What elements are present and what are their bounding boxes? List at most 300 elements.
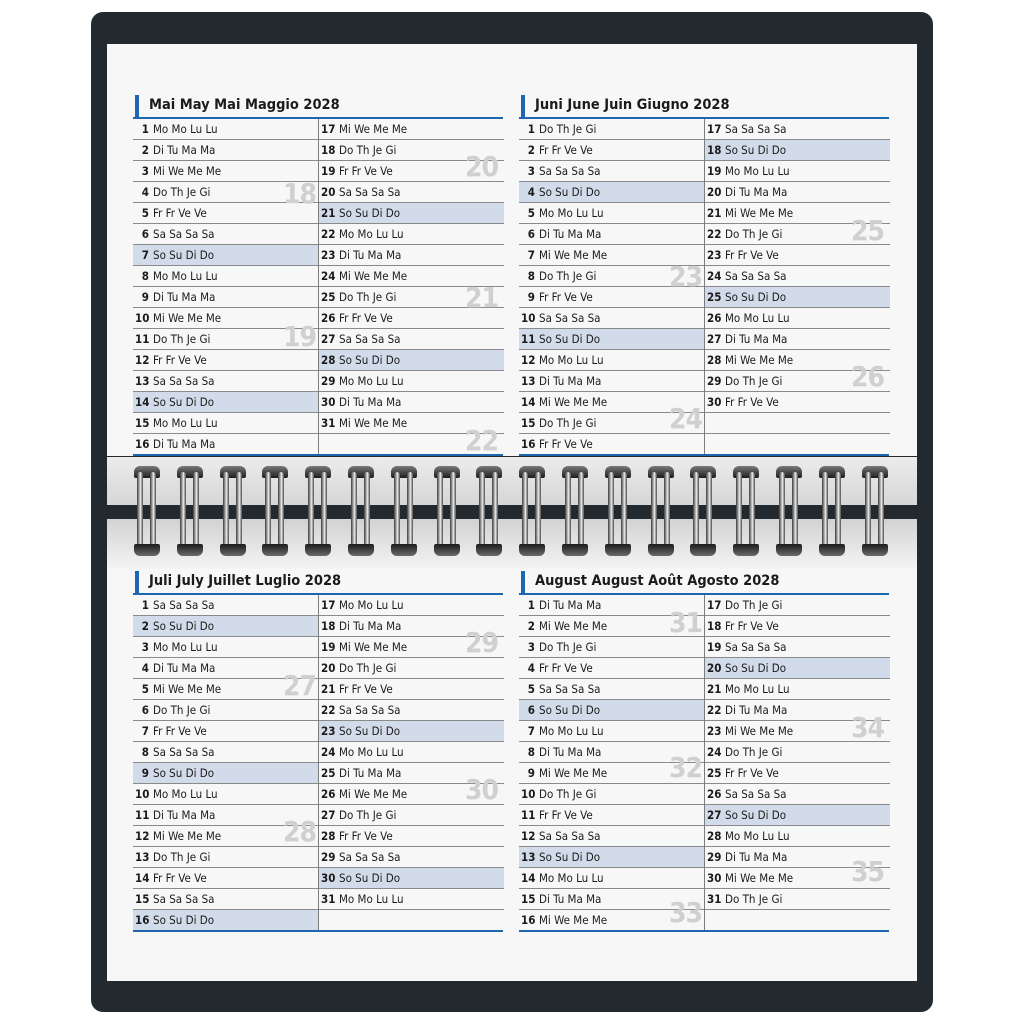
day-number: 6 — [527, 703, 535, 717]
binding-ring — [648, 466, 674, 556]
weekday-names: Mo Mo Lu Lu — [339, 374, 404, 388]
day-number: 24 — [707, 269, 722, 283]
day-row — [705, 308, 890, 329]
week-number: 21 — [465, 281, 499, 314]
day-number: 8 — [141, 269, 149, 283]
day-number: 28 — [707, 353, 722, 367]
weekday-names: So Su Di Do — [539, 703, 601, 717]
day-row — [133, 784, 318, 805]
weekday-names: Do Th Je Gi — [339, 143, 397, 157]
day-number: 30 — [321, 871, 336, 885]
day-number: 14 — [521, 871, 536, 885]
day-number: 24 — [321, 745, 336, 759]
day-row — [319, 392, 504, 413]
day-row — [319, 658, 504, 679]
day-number: 22 — [321, 703, 336, 717]
weekday-names: Mi We Me Me — [539, 395, 608, 409]
day-row — [133, 287, 318, 308]
day-number: 3 — [141, 164, 149, 178]
weekday-names: Do Th Je Gi — [153, 850, 211, 864]
weekday-names: Mi We Me Me — [153, 682, 222, 696]
day-row — [705, 616, 890, 637]
weekday-names: Sa Sa Sa Sa — [339, 185, 401, 199]
weekday-names: Di Tu Ma Ma — [725, 850, 788, 864]
day-row — [133, 224, 318, 245]
day-row — [705, 637, 890, 658]
day-row — [319, 329, 504, 350]
day-grid — [519, 117, 889, 456]
binding-ring — [177, 466, 203, 556]
day-number: 10 — [521, 311, 536, 325]
day-row — [519, 679, 704, 700]
day-grid — [133, 593, 503, 932]
day-row — [319, 910, 504, 930]
month-title-text: Mai May Mai Maggio 2028 — [149, 97, 340, 113]
day-row — [705, 119, 890, 140]
weekday-names: Di Tu Ma Ma — [725, 332, 788, 346]
weekday-names: Di Tu Ma Ma — [153, 143, 216, 157]
day-row — [319, 826, 504, 847]
weekday-names: Mo Mo Lu Lu — [153, 787, 218, 801]
day-row — [519, 784, 704, 805]
day-column — [133, 119, 318, 454]
day-row — [133, 119, 318, 140]
day-number: 25 — [707, 290, 722, 304]
day-number: 17 — [321, 598, 336, 612]
day-row — [133, 434, 318, 454]
weekday-names: Mo Mo Lu Lu — [725, 164, 790, 178]
day-number: 20 — [321, 185, 336, 199]
binding-ring — [733, 466, 759, 556]
weekday-names: Do Th Je Gi — [725, 745, 783, 759]
week-number: 18 — [283, 177, 317, 210]
weekday-names: Sa Sa Sa Sa — [153, 745, 215, 759]
day-number: 10 — [521, 787, 536, 801]
weekday-names: Mo Mo Lu Lu — [339, 892, 404, 906]
weekday-names: Fr Fr Ve Ve — [725, 766, 779, 780]
day-number: 7 — [527, 248, 535, 262]
day-row — [133, 595, 318, 616]
week-number: 33 — [669, 896, 703, 929]
day-row — [319, 805, 504, 826]
day-number: 15 — [521, 892, 536, 906]
day-row — [519, 203, 704, 224]
day-number: 26 — [321, 787, 336, 801]
day-number: 5 — [527, 206, 535, 220]
day-number: 9 — [527, 290, 535, 304]
day-number: 24 — [707, 745, 722, 759]
binding-ring — [134, 466, 160, 556]
day-number: 1 — [527, 122, 535, 136]
day-number: 19 — [321, 640, 336, 654]
weekday-names: Do Th Je Gi — [539, 787, 597, 801]
day-row — [705, 784, 890, 805]
weekday-names: So Su Di Do — [153, 913, 215, 927]
week-number: 30 — [465, 773, 499, 806]
weekday-names: Mi We Me Me — [153, 829, 222, 843]
day-number: 23 — [707, 248, 722, 262]
sunday-row — [319, 868, 504, 889]
day-row — [705, 889, 890, 910]
day-number: 10 — [135, 787, 150, 801]
weekday-names: Fr Fr Ve Ve — [153, 353, 207, 367]
day-number: 29 — [321, 374, 336, 388]
day-number: 16 — [135, 913, 150, 927]
day-number: 1 — [527, 598, 535, 612]
day-number: 27 — [321, 808, 336, 822]
weekday-names: Mi We Me Me — [539, 248, 608, 262]
day-number: 26 — [321, 311, 336, 325]
day-number: 1 — [141, 122, 149, 136]
day-row — [705, 826, 890, 847]
day-number: 10 — [135, 311, 150, 325]
binding-ring — [819, 466, 845, 556]
weekday-names: Mo Mo Lu Lu — [153, 122, 218, 136]
day-number: 15 — [521, 416, 536, 430]
day-row — [705, 161, 890, 182]
binding-ring — [562, 466, 588, 556]
day-number: 12 — [521, 353, 536, 367]
day-row — [133, 721, 318, 742]
day-row — [319, 700, 504, 721]
day-number: 30 — [707, 871, 722, 885]
weekday-names: Do Th Je Gi — [725, 892, 783, 906]
weekday-names: Fr Fr Ve Ve — [339, 682, 393, 696]
weekday-names: Sa Sa Sa Sa — [725, 640, 787, 654]
day-row — [133, 413, 318, 434]
week-number: 31 — [669, 606, 703, 639]
day-number: 28 — [321, 353, 336, 367]
weekday-names: Fr Fr Ve Ve — [153, 206, 207, 220]
sunday-row — [133, 616, 318, 637]
day-row — [519, 805, 704, 826]
weekday-names: Mi We Me Me — [339, 640, 408, 654]
weekday-names: Do Th Je Gi — [339, 290, 397, 304]
weekday-names: Fr Fr Ve Ve — [339, 164, 393, 178]
day-row — [705, 182, 890, 203]
sunday-row — [705, 140, 890, 161]
day-row — [519, 308, 704, 329]
day-number: 26 — [707, 311, 722, 325]
day-number: 27 — [321, 332, 336, 346]
weekday-names: Di Tu Ma Ma — [339, 619, 402, 633]
day-number: 14 — [521, 395, 536, 409]
weekday-names: So Su Di Do — [539, 332, 601, 346]
binding-ring — [262, 466, 288, 556]
weekday-names: Mi We Me Me — [339, 787, 408, 801]
day-row — [519, 119, 704, 140]
weekday-names: So Su Di Do — [153, 766, 215, 780]
day-column — [704, 119, 890, 454]
month-title — [519, 571, 779, 593]
sunday-row — [133, 392, 318, 413]
weekday-names: So Su Di Do — [725, 290, 787, 304]
day-number: 31 — [321, 416, 336, 430]
weekday-names: Mo Mo Lu Lu — [539, 206, 604, 220]
day-number: 14 — [135, 871, 150, 885]
weekday-names: Fr Fr Ve Ve — [725, 619, 779, 633]
sunday-row — [519, 700, 704, 721]
weekday-names: Sa Sa Sa Sa — [339, 332, 401, 346]
day-number: 30 — [707, 395, 722, 409]
day-row — [319, 889, 504, 910]
sunday-row — [705, 805, 890, 826]
day-number: 27 — [707, 808, 722, 822]
week-number: 24 — [669, 402, 703, 435]
day-number: 21 — [321, 206, 336, 220]
day-number: 25 — [321, 290, 336, 304]
day-row — [319, 742, 504, 763]
day-row — [705, 763, 890, 784]
binding-ring — [434, 466, 460, 556]
day-number: 16 — [521, 913, 536, 927]
day-row — [705, 434, 890, 454]
binding-ring — [519, 466, 545, 556]
weekday-names: Fr Fr Ve Ve — [539, 437, 593, 451]
weekday-names: Di Tu Ma Ma — [153, 808, 216, 822]
day-number: 1 — [141, 598, 149, 612]
weekday-names: Fr Fr Ve Ve — [339, 311, 393, 325]
weekday-names: Di Tu Ma Ma — [339, 248, 402, 262]
weekday-names: Di Tu Ma Ma — [339, 766, 402, 780]
weekday-names: Do Th Je Gi — [153, 332, 211, 346]
weekday-names: So Su Di Do — [339, 206, 401, 220]
day-number: 19 — [707, 640, 722, 654]
weekday-names: So Su Di Do — [153, 248, 215, 262]
day-number: 27 — [707, 332, 722, 346]
week-number: 28 — [283, 815, 317, 848]
day-number: 6 — [527, 227, 535, 241]
month-title — [133, 571, 341, 593]
weekday-names: Mo Mo Lu Lu — [339, 598, 404, 612]
day-row — [705, 742, 890, 763]
weekday-names: Do Th Je Gi — [725, 227, 783, 241]
weekday-names: Sa Sa Sa Sa — [725, 269, 787, 283]
sunday-row — [319, 350, 504, 371]
sunday-row — [319, 203, 504, 224]
weekday-names: Do Th Je Gi — [339, 808, 397, 822]
day-grid — [519, 593, 889, 932]
day-row — [319, 371, 504, 392]
day-number: 11 — [521, 808, 536, 822]
day-number: 8 — [527, 269, 535, 283]
weekday-names: Mi We Me Me — [725, 871, 794, 885]
sunday-row — [133, 245, 318, 266]
day-number: 19 — [707, 164, 722, 178]
day-number: 2 — [141, 619, 149, 633]
day-grid — [133, 117, 503, 456]
day-number: 5 — [141, 682, 149, 696]
weekday-names: Sa Sa Sa Sa — [153, 892, 215, 906]
weekday-names: Di Tu Ma Ma — [539, 598, 602, 612]
weekday-names: Do Th Je Gi — [539, 640, 597, 654]
weekday-names: So Su Di Do — [539, 850, 601, 864]
day-row — [133, 847, 318, 868]
day-row — [133, 700, 318, 721]
weekday-names: Di Tu Ma Ma — [539, 227, 602, 241]
day-row — [319, 182, 504, 203]
sunday-row — [319, 721, 504, 742]
day-row — [133, 868, 318, 889]
day-number: 29 — [321, 850, 336, 864]
day-row — [519, 658, 704, 679]
sunday-row — [519, 182, 704, 203]
day-row — [705, 392, 890, 413]
weekday-names: Fr Fr Ve Ve — [153, 724, 207, 738]
day-number: 5 — [141, 206, 149, 220]
day-number: 17 — [707, 598, 722, 612]
weekday-names: Mi We Me Me — [339, 269, 408, 283]
weekday-names: Do Th Je Gi — [539, 269, 597, 283]
weekday-names: Mo Mo Lu Lu — [725, 311, 790, 325]
day-number: 22 — [707, 703, 722, 717]
month-title-text: August August Août Agosto 2028 — [535, 573, 780, 589]
weekday-names: Fr Fr Ve Ve — [539, 808, 593, 822]
day-row — [133, 889, 318, 910]
day-number: 2 — [527, 143, 535, 157]
day-number: 22 — [321, 227, 336, 241]
day-number: 7 — [527, 724, 535, 738]
weekday-names: So Su Di Do — [339, 353, 401, 367]
day-number: 11 — [135, 332, 150, 346]
weekday-names: Sa Sa Sa Sa — [539, 682, 601, 696]
day-number: 13 — [135, 850, 150, 864]
weekday-names: Sa Sa Sa Sa — [725, 787, 787, 801]
weekday-names: Do Th Je Gi — [539, 122, 597, 136]
day-number: 4 — [141, 185, 149, 199]
day-number: 18 — [321, 619, 336, 633]
weekday-names: Mi We Me Me — [539, 766, 608, 780]
weekday-names: Di Tu Ma Ma — [539, 374, 602, 388]
week-number: 26 — [851, 360, 885, 393]
weekday-names: So Su Di Do — [725, 143, 787, 157]
week-number: 23 — [669, 260, 703, 293]
day-row — [705, 910, 890, 930]
weekday-names: Sa Sa Sa Sa — [725, 122, 787, 136]
day-number: 4 — [527, 661, 535, 675]
day-row — [319, 245, 504, 266]
weekday-names: So Su Di Do — [153, 619, 215, 633]
day-row — [319, 595, 504, 616]
day-row — [133, 742, 318, 763]
day-column — [133, 595, 318, 930]
day-number: 11 — [521, 332, 536, 346]
weekday-names: Mi We Me Me — [725, 353, 794, 367]
weekday-names: So Su Di Do — [339, 724, 401, 738]
weekday-names: Di Tu Ma Ma — [539, 892, 602, 906]
weekday-names: Mi We Me Me — [339, 122, 408, 136]
day-number: 9 — [527, 766, 535, 780]
day-row — [705, 413, 890, 434]
day-row — [133, 140, 318, 161]
weekday-names: Do Th Je Gi — [153, 703, 211, 717]
day-row — [705, 245, 890, 266]
weekday-names: Sa Sa Sa Sa — [153, 227, 215, 241]
day-number: 14 — [135, 395, 150, 409]
weekday-names: Do Th Je Gi — [539, 416, 597, 430]
sunday-row — [519, 329, 704, 350]
day-row — [133, 350, 318, 371]
weekday-names: Mi We Me Me — [153, 164, 222, 178]
day-number: 15 — [135, 892, 150, 906]
weekday-names: Mo Mo Lu Lu — [539, 353, 604, 367]
weekday-names: Do Th Je Gi — [725, 598, 783, 612]
day-number: 13 — [521, 850, 536, 864]
weekday-names: Sa Sa Sa Sa — [153, 374, 215, 388]
day-row — [519, 637, 704, 658]
weekday-names: Do Th Je Gi — [153, 185, 211, 199]
month-title — [133, 95, 340, 117]
weekday-names: So Su Di Do — [539, 185, 601, 199]
week-number: 35 — [851, 855, 885, 888]
day-number: 17 — [707, 122, 722, 136]
week-number: 22 — [465, 424, 499, 457]
weekday-names: Di Tu Ma Ma — [153, 290, 216, 304]
day-number: 17 — [321, 122, 336, 136]
weekday-names: So Su Di Do — [153, 395, 215, 409]
weekday-names: Di Tu Ma Ma — [153, 437, 216, 451]
week-number: 32 — [669, 751, 703, 784]
title-accent-bar — [135, 571, 139, 593]
day-row — [705, 329, 890, 350]
weekday-names: Di Tu Ma Ma — [153, 661, 216, 675]
weekday-names: Mo Mo Lu Lu — [339, 745, 404, 759]
sunday-row — [519, 847, 704, 868]
week-number: 25 — [851, 214, 885, 247]
day-number: 31 — [707, 892, 722, 906]
day-number: 20 — [707, 185, 722, 199]
weekday-names: Mo Mo Lu Lu — [725, 682, 790, 696]
day-number: 23 — [321, 248, 336, 262]
weekday-names: Di Tu Ma Ma — [339, 395, 402, 409]
weekday-names: Di Tu Ma Ma — [725, 185, 788, 199]
day-number: 15 — [135, 416, 150, 430]
day-number: 28 — [707, 829, 722, 843]
weekday-names: Mi We Me Me — [539, 619, 608, 633]
week-number: 29 — [465, 626, 499, 659]
day-number: 21 — [707, 206, 722, 220]
day-number: 4 — [141, 661, 149, 675]
day-number: 18 — [707, 143, 722, 157]
weekday-names: So Su Di Do — [339, 871, 401, 885]
day-number: 7 — [141, 724, 149, 738]
weekday-names: Fr Fr Ve Ve — [153, 871, 207, 885]
day-row — [519, 140, 704, 161]
day-row — [519, 826, 704, 847]
weekday-names: Sa Sa Sa Sa — [539, 311, 601, 325]
day-number: 28 — [321, 829, 336, 843]
day-number: 22 — [707, 227, 722, 241]
weekday-names: Mi We Me Me — [153, 311, 222, 325]
week-number: 19 — [283, 320, 317, 353]
day-number: 4 — [527, 185, 535, 199]
day-number: 3 — [527, 164, 535, 178]
day-number: 20 — [321, 661, 336, 675]
weekday-names: Mi We Me Me — [539, 913, 608, 927]
weekday-names: Sa Sa Sa Sa — [153, 598, 215, 612]
day-number: 30 — [321, 395, 336, 409]
day-number: 19 — [321, 164, 336, 178]
day-number: 13 — [521, 374, 536, 388]
weekday-names: Do Th Je Gi — [725, 374, 783, 388]
binding-ring — [391, 466, 417, 556]
weekday-names: Sa Sa Sa Sa — [339, 850, 401, 864]
day-number: 25 — [321, 766, 336, 780]
day-number: 6 — [141, 227, 149, 241]
day-row — [519, 224, 704, 245]
day-number: 11 — [135, 808, 150, 822]
weekday-names: Mi We Me Me — [725, 206, 794, 220]
